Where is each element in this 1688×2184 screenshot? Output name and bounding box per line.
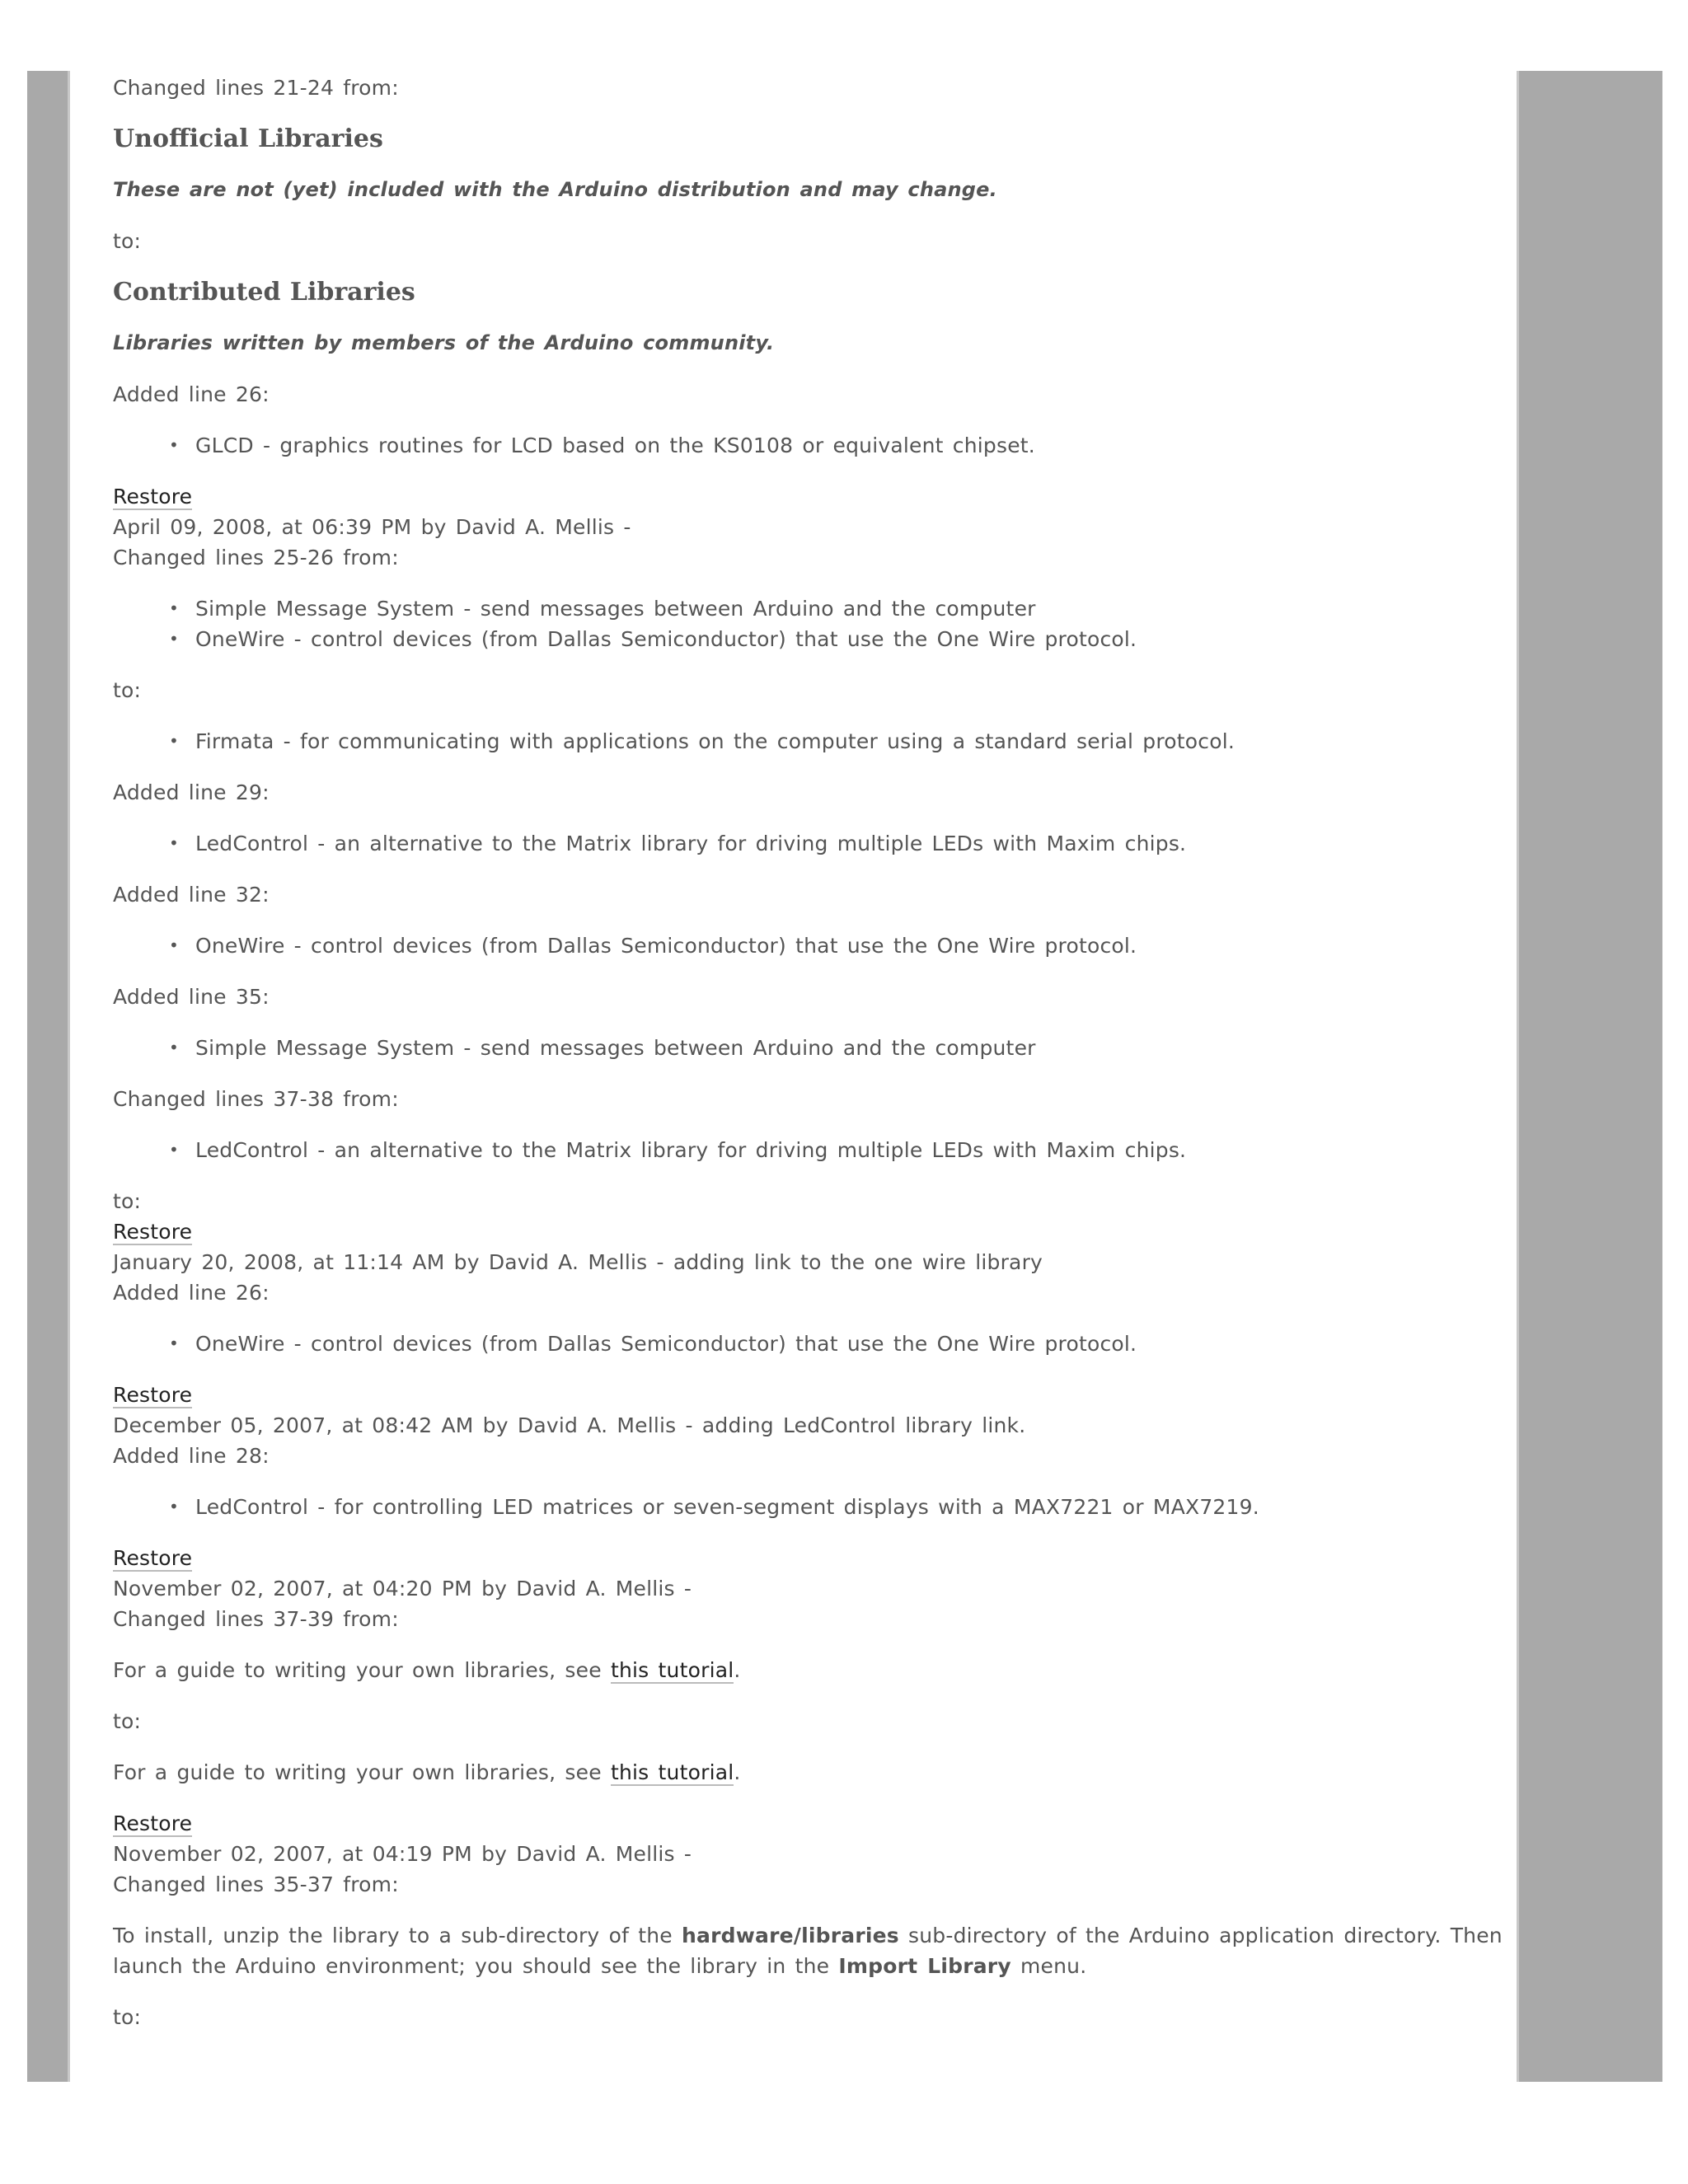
install-text: sub-directory of the Arduino application directory. Then launch the Arduino environment; you should see the library in the	[113, 1924, 1503, 1978]
install-text: To install, unzip the library to a sub-directory of the	[113, 1924, 673, 1947]
bullet-icon: •	[169, 1333, 179, 1353]
bullet-icon: •	[169, 629, 179, 649]
guide-paragraph	[113, 1757, 1506, 1788]
guide-text: For a guide to writing your own libraries, see	[113, 1658, 602, 1682]
diff-label: Added line 32:	[113, 883, 270, 907]
diff-label: Added line 26:	[113, 1281, 270, 1305]
diff-label: to:	[113, 1189, 142, 1213]
restore-link[interactable]: Restore	[113, 1383, 193, 1407]
library-list	[113, 930, 1506, 961]
diff-label: to:	[113, 1709, 142, 1733]
restore-link[interactable]: Restore	[113, 1220, 193, 1244]
install-path: hardware/libraries	[682, 1924, 899, 1947]
bullet-icon: •	[169, 1497, 179, 1516]
list-item	[169, 624, 1506, 654]
install-paragraph	[113, 1920, 1506, 1981]
revision-entry	[113, 1216, 1506, 1247]
bullet-icon: •	[169, 935, 179, 955]
diff-label: Changed lines 37-39 from:	[113, 1607, 399, 1631]
revision-entry	[113, 1380, 1506, 1410]
section-heading: Contributed Libraries	[113, 278, 415, 307]
menu-name: Import Library	[838, 1954, 1011, 1978]
revision-meta: April 09, 2008, at 06:39 PM by David A. Mellis -	[113, 515, 631, 539]
section-subtitle: Libraries written by members of the Arduino community.	[113, 331, 775, 354]
list-item-text: Simple Message System - send messages between Arduino and the computer	[195, 597, 1036, 621]
list-item-text: Simple Message System - send messages between Arduino and the computer	[195, 1036, 1036, 1060]
list-item	[169, 430, 1506, 461]
revision-meta: November 02, 2007, at 04:19 PM by David A. Mellis -	[113, 1842, 692, 1866]
diff-label: to:	[113, 229, 142, 253]
restore-link[interactable]: Restore	[113, 1546, 193, 1570]
library-list	[113, 1033, 1506, 1063]
library-list	[113, 828, 1506, 859]
guide-period: .	[734, 1760, 741, 1784]
list-item-text: LedControl - an alternative to the Matrix library for driving multiple LEDs with Maxim chips.	[195, 1138, 1187, 1162]
library-list	[113, 593, 1506, 654]
diff-label: to:	[113, 2005, 142, 2029]
list-item	[169, 726, 1506, 757]
bullet-icon: •	[169, 1140, 179, 1160]
diff-label: Changed lines 25-26 from:	[113, 546, 399, 569]
list-item	[169, 930, 1506, 961]
tutorial-link[interactable]: this tutorial	[610, 1658, 734, 1682]
left-margin-bar	[27, 71, 70, 2082]
diff-label: to:	[113, 678, 142, 702]
list-item-text: LedControl - for controlling LED matrices or seven-segment displays with a MAX7221 or MAX7219.	[195, 1495, 1259, 1519]
library-list	[113, 430, 1506, 461]
section-heading: Unofficial Libraries	[113, 124, 383, 153]
revision-entry	[113, 1543, 1506, 1573]
list-item-text: OneWire - control devices (from Dallas Semiconductor) that use the One Wire protocol.	[195, 627, 1137, 651]
revision-entry	[113, 1808, 1506, 1839]
library-list	[113, 1492, 1506, 1522]
bullet-icon: •	[169, 833, 179, 853]
bullet-icon: •	[169, 731, 179, 751]
guide-period: .	[734, 1658, 741, 1682]
list-item	[169, 1492, 1506, 1522]
list-item-text: GLCD - graphics routines for LCD based on the KS0108 or equivalent chipset.	[195, 434, 1035, 457]
list-item	[169, 1135, 1506, 1165]
list-item-text: OneWire - control devices (from Dallas Semiconductor) that use the One Wire protocol.	[195, 1332, 1137, 1356]
page-history-content	[113, 73, 1506, 2053]
diff-label: Added line 29:	[113, 780, 270, 804]
restore-link[interactable]: Restore	[113, 1811, 193, 1835]
list-item-text: Firmata - for communicating with applications on the computer using a standard serial protocol.	[195, 729, 1236, 753]
section-subtitle: These are not (yet) included with the Arduino distribution and may change.	[113, 178, 997, 201]
list-item	[169, 828, 1506, 859]
library-list	[113, 1329, 1506, 1359]
bullet-icon: •	[169, 1038, 179, 1057]
library-list	[113, 1135, 1506, 1165]
list-item	[169, 1033, 1506, 1063]
diff-label: Changed lines 21-24 from:	[113, 76, 399, 100]
guide-text: For a guide to writing your own libraries, see	[113, 1760, 602, 1784]
list-item-text: OneWire - control devices (from Dallas Semiconductor) that use the One Wire protocol.	[195, 934, 1137, 958]
revision-entry	[113, 481, 1506, 512]
diff-label: Added line 26:	[113, 382, 270, 406]
list-item	[169, 1329, 1506, 1359]
right-margin-bar	[1517, 71, 1662, 2082]
library-list	[113, 726, 1506, 757]
install-text: menu.	[1020, 1954, 1087, 1978]
diff-label: Added line 28:	[113, 1444, 270, 1468]
bullet-icon: •	[169, 435, 179, 455]
diff-label: Added line 35:	[113, 985, 270, 1009]
bullet-icon: •	[169, 598, 179, 618]
guide-paragraph	[113, 1655, 1506, 1685]
list-item-text: LedControl - an alternative to the Matrix library for driving multiple LEDs with Maxim chips.	[195, 832, 1187, 855]
revision-meta: December 05, 2007, at 08:42 AM by David A. Mellis - adding LedControl library link.	[113, 1413, 1026, 1437]
diff-label: Changed lines 37-38 from:	[113, 1087, 399, 1111]
tutorial-link[interactable]: this tutorial	[610, 1760, 734, 1784]
restore-link[interactable]: Restore	[113, 485, 193, 509]
revision-meta: January 20, 2008, at 11:14 AM by David A. Mellis - adding link to the one wire library	[113, 1250, 1043, 1274]
list-item	[169, 593, 1506, 624]
diff-label: Changed lines 35-37 from:	[113, 1872, 399, 1896]
revision-meta: November 02, 2007, at 04:20 PM by David A. Mellis -	[113, 1577, 692, 1601]
